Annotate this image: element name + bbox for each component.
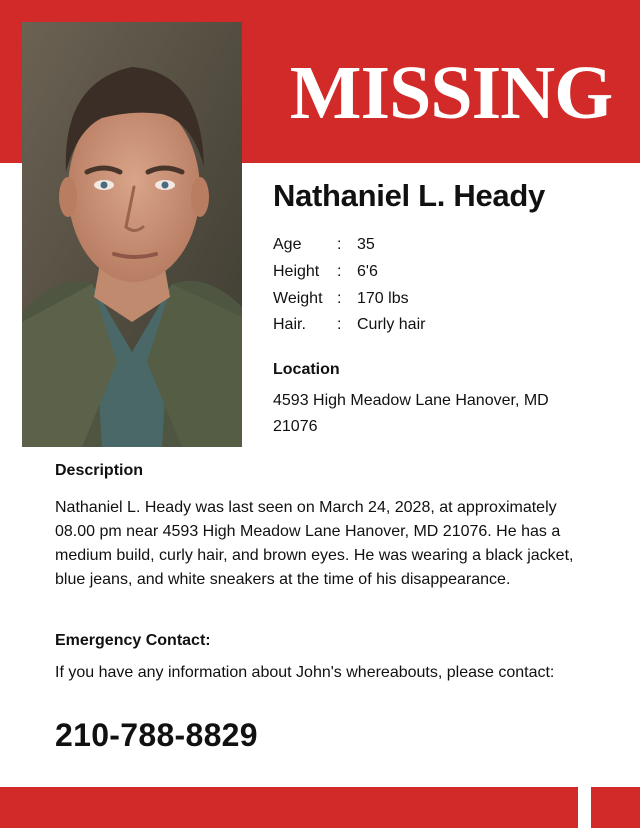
missing-headline: MISSING	[289, 51, 613, 135]
emergency-contact-heading: Emergency Contact:	[55, 632, 211, 649]
fact-value: 35	[357, 236, 375, 254]
emergency-phone-number: 210-788-8829	[55, 717, 258, 753]
portrait-illustration	[22, 22, 242, 447]
location-heading: Location	[273, 361, 340, 378]
fact-separator: :	[337, 263, 342, 281]
fact-row-age	[273, 232, 425, 259]
fact-row-height	[273, 259, 425, 286]
fact-separator: :	[337, 236, 342, 254]
fact-row-weight	[273, 285, 425, 312]
footer-bar-accent	[591, 787, 640, 828]
person-facts	[273, 232, 425, 339]
fact-value: Curly hair	[357, 316, 426, 334]
person-name: Nathaniel L. Heady	[273, 178, 545, 213]
fact-separator: :	[337, 289, 342, 307]
fact-separator: :	[337, 316, 342, 334]
location-address: 4593 High Meadow Lane Hanover, MD 21076	[273, 392, 549, 435]
fact-value: 6'6	[357, 263, 378, 281]
description-heading: Description	[55, 462, 144, 479]
fact-row-hair	[273, 312, 425, 339]
footer-bar	[0, 787, 578, 828]
fact-value: 170 lbs	[357, 289, 409, 307]
description-text: Nathaniel L. Heady was last seen on March 24, 2028, at approximately 08.00 pm near 4593 High Meadow Lane Hanover, MD 21076. He has a medium build, curly hair, and brown eyes. He was wearing a black jacket, blue jeans, and white sneakers at the time of his disappearance.	[55, 499, 574, 588]
emergency-contact-text: If you have any information about John's whereabouts, please contact:	[55, 664, 555, 681]
fact-label: Age	[273, 236, 302, 254]
fact-label: Weight	[273, 289, 323, 307]
fact-label: Hair.	[273, 316, 306, 334]
missing-person-photo	[22, 22, 242, 447]
fact-label: Height	[273, 263, 320, 281]
